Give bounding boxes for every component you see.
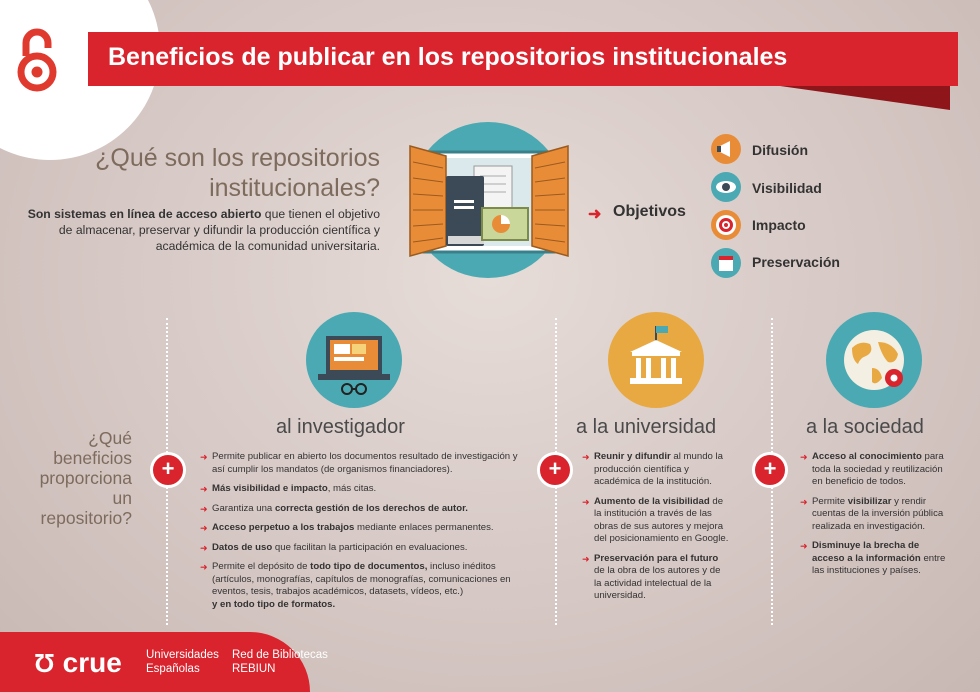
plus-icon: + [150,452,186,488]
intro-description-bold: Son sistemas en línea de acceso abierto [27,207,262,221]
list-item: ➜ Reunir y difundir al mundo la producción científica y académica de la institución. [582,451,730,489]
open-access-icon [12,26,62,94]
crue-symbol-icon: Ʊ [34,648,55,678]
intro-question [20,143,380,203]
column-title-universidad: a la universidad [576,416,717,438]
crue-logo-text: crue [62,647,122,678]
globe-illustration [826,312,922,408]
list-item: ➜ Disminuye la brecha de acceso a la información entre las instituciones y países. [800,540,950,578]
objective-preservacion: Preservación [752,254,840,270]
target-icon [711,210,741,240]
crue-logo [34,647,122,679]
intro-question-line2: institucionales? [209,174,380,202]
megaphone-icon [711,134,741,164]
university-building-icon [608,312,704,408]
benefits-question [20,428,132,528]
plus-icon: + [537,452,573,488]
objectives-arrow-icon: ➜ [588,206,602,223]
list-item: ➜ Acceso al conocimiento para toda la sociedad y reutilización en beneficio de todos. [800,451,950,489]
intro-question-line1: ¿Qué son los repositorios [95,144,380,172]
list-item: ➜ Garantiza una correcta gestión de los derechos de autor. [200,503,530,516]
globe-icon [826,312,922,408]
column-title-sociedad: a la sociedad [806,416,924,438]
eye-icon [711,172,741,202]
objective-difusion: Difusión [752,142,808,158]
benefits-question-line: un [112,488,132,508]
calendar-icon [711,248,741,278]
column-title-investigador: al investigador [276,416,405,438]
list-item: ➜ Aumento de la visibilidad de la institución a través de las obras de sus autores y mejora del posicionamiento en Google. [582,496,730,546]
list-item: ➜ Permite visibilizar y rendir cuentas de la inversión pública realizada en investigación. [800,496,950,534]
universidad-list [582,451,730,610]
footer-rebiun [232,648,328,676]
list-item: ➜ Acceso perpetuo a los trabajos mediante enlaces permanentes. [200,522,530,535]
intro-description [20,206,380,254]
sociedad-list [800,451,950,585]
objective-visibilidad: Visibilidad [752,180,822,196]
page-title: Beneficios de publicar en los repositorios institucionales [108,43,788,71]
benefits-question-line: proporciona [39,468,132,488]
investigador-list [200,451,530,618]
list-item: ➜ Datos de uso que facilitan la participación en evaluaciones. [200,542,530,555]
list-item: ➜ Más visibilidad e impacto, más citas. [200,483,530,496]
footer-universidades [146,648,219,676]
footer-text: REBIUN [232,663,276,675]
footer-text: Españolas [146,663,200,675]
list-item: ➜ Permite el depósito de todo tipo de documentos, incluso inéditos (artículos, monografías, capítulos de monografías, comunicaciones en eventos, tesis, trabajos académicos, datasets, vídeos, etc.) y en todo tipo de formatos. [200,561,530,611]
footer-text: Universidades [146,649,219,661]
benefits-question-line: beneficios [53,448,132,468]
benefits-question-line: ¿Qué [88,428,132,448]
footer-text: Red de Bibliotecas [232,649,328,661]
laptop-illustration [306,312,402,408]
benefits-question-line: repositorio? [40,508,132,528]
laptop-icon [306,312,402,408]
banner-fold [780,86,950,110]
list-item: ➜ Preservación para el futuro de la obra de los autores y de la actividad intelectual de la universidad. [582,553,730,603]
objective-impacto: Impacto [752,217,806,233]
list-item: ➜ Permite publicar en abierto los documentos resultado de investigación y así cumplir los mandatos (de organismos financiadores). [200,451,530,476]
repository-window-icon [404,142,574,262]
university-illustration [608,312,704,408]
list-item-last-line: y en todo tipo de formatos. [212,598,336,610]
plus-icon: + [752,452,788,488]
intro-description-rest: que tienen el objetivo de almacenar, preservar y difundir la producción científica y académica de la comunidad universitaria. [58,207,380,253]
objectives-label: Objetivos [613,203,686,220]
